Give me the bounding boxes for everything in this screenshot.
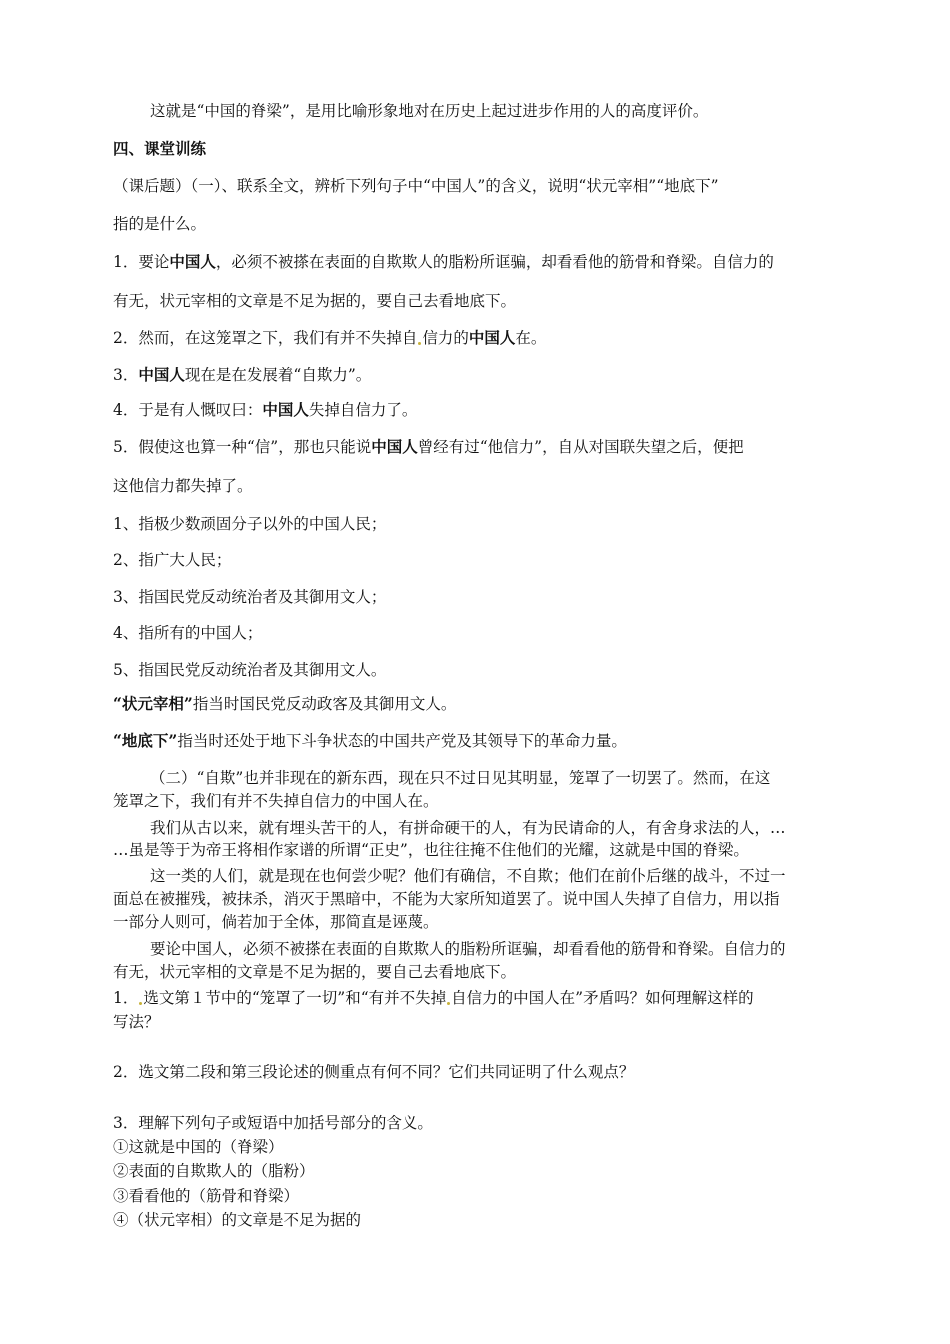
- question-a-continued: 写法？: [113, 1013, 160, 1031]
- sentence-1-keyword: 中国人: [169, 252, 216, 271]
- sentence-3-keyword: 中国人: [138, 365, 185, 384]
- question-a-part-1: 选文第１节中的“笼罩了一切”和“有并不失掉: [143, 989, 447, 1007]
- passage-line-9: 有无，状元宰相的文章是不足为据的，要自己去看地底下。: [113, 963, 517, 981]
- section-title: 四、课堂训练: [113, 139, 207, 158]
- sentence-4-pre: 4．于是有人慨叹曰：: [113, 401, 263, 419]
- passage-line-6: 面总在被摧残，被抹杀，消灭于黑暗中，不能为大家所知道罢了。说中国人失掉了自信力，用以指: [113, 890, 780, 908]
- sentence-1-continued: 有无，状元宰相的文章是不足为据的，要自己去看地底下。: [113, 292, 517, 310]
- question-a: [113, 988, 840, 1008]
- question-b: 2．选文第二段和第三段论述的侧重点有何不同？它们共同证明了什么观点？: [113, 1063, 635, 1081]
- passage-line-3: 我们从古以来，就有埋头苦干的人，有拼命硬干的人，有为民请命的人，有舍身求法的人，…: [150, 819, 786, 837]
- term-didixia-text: 指当时还处于地下斗争状态的中国共产党及其领导下的革命力量。: [177, 732, 627, 750]
- passage-line-5: 这一类的人们，就是现在也何尝少呢？他们有确信，不自欺；他们在前仆后继的战斗，不过一: [150, 867, 786, 885]
- sentence-1-pre: 1．要论: [113, 253, 170, 271]
- sentence-2-keyword: 中国人: [468, 328, 516, 347]
- sentence-3-pre: 3．: [113, 366, 139, 384]
- sentence-2-post: 在。: [515, 329, 547, 347]
- sentence-5-continued: 这他信力都失掉了。: [113, 477, 253, 495]
- sentence-3-post: 现在是在发展着“自欺力”。: [184, 366, 372, 384]
- passage-line-7: 一部分人则可，倘若加于全体，那简直是诬蔑。: [113, 913, 439, 931]
- sentence-5-pre: 5．假使这也算一种“信”，那也只能说: [113, 438, 372, 456]
- annotation-dot: [447, 1002, 450, 1005]
- question-a-part-2: 自信力的中国人在”矛盾吗？如何理解这样的: [451, 989, 754, 1007]
- passage-line-1: （二）“自欺”也并非现在的新东西，现在只不过日见其明显，笼罩了一切罢了。然而，在这: [150, 769, 771, 787]
- sentence-5-post: 曾经有过“他信力”，自从对国联失望之后，便把: [417, 438, 744, 456]
- answer-5: 5、指国民党反动统治者及其御用文人。: [113, 661, 387, 679]
- question-stem-line-1: （课后题）（一）、联系全文，辨析下列句子中“中国人”的含义，说明“状元宰相”“地底下”: [113, 177, 719, 195]
- sentence-2-pre: 2．然而，在这笼罩之下，我们有并不失掉自: [113, 329, 418, 347]
- item-1: ①这就是中国的（脊梁）: [113, 1138, 284, 1156]
- term-didixia: [113, 731, 840, 751]
- intro-text: 这就是“中国的脊梁”，是用比喻形象地对在历史上起过进步作用的人的高度评价。: [150, 102, 709, 120]
- answer-2: 2、指广大人民；: [113, 551, 232, 569]
- passage-line-2: 笼罩之下，我们有并不失掉自信力的中国人在。: [113, 792, 439, 810]
- question-stem-line-2: 指的是什么。: [113, 215, 207, 233]
- item-2: ②表面的自欺欺人的（脂粉）: [113, 1162, 315, 1180]
- item-3: ③看看他的（筋骨和脊梁）: [113, 1187, 300, 1205]
- sentence-2: [113, 328, 840, 348]
- answer-1: 1、指极少数顽固分子以外的中国人民；: [113, 515, 387, 533]
- sentence-4-keyword: 中国人: [262, 400, 309, 419]
- term-zhuangyuan: [113, 694, 840, 714]
- item-4: ④（状元宰相）的文章是不足为据的: [113, 1211, 362, 1229]
- sentence-4: [113, 400, 840, 420]
- sentence-3: [113, 365, 840, 385]
- annotation-dot: [418, 342, 421, 345]
- term-zhuangyuan-text: 指当时国民党反动政客及其御用文人。: [192, 695, 457, 713]
- sentence-1-post: ，必须不被搽在表面的自欺欺人的脂粉所诓骗，却看看他的筋骨和脊梁。自信力的: [215, 253, 774, 271]
- sentence-1: [113, 252, 840, 272]
- sentence-4-post: 失掉自信力了。: [308, 401, 418, 419]
- annotation-dot: [139, 1002, 142, 1005]
- sentence-2-mid: 信力的: [422, 329, 469, 347]
- question-c: 3．理解下列句子或短语中加括号部分的含义。: [113, 1114, 433, 1132]
- passage-line-4: …虽是等于为帝王将相作家谱的所谓“正史”，也往往掩不住他们的光耀，这就是中国的脊梁。: [113, 841, 749, 859]
- sentence-5: [113, 437, 840, 457]
- term-zhuangyuan-label: “状元宰相”: [113, 694, 193, 713]
- passage-line-8: 要论中国人，必须不被搽在表面的自欺欺人的脂粉所诓骗，却看看他的筋骨和脊梁。自信力的: [150, 940, 786, 958]
- sentence-5-keyword: 中国人: [371, 437, 418, 456]
- answer-3: 3、指国民党反动统治者及其御用文人；: [113, 588, 387, 606]
- term-didixia-label: “地底下”: [113, 731, 178, 750]
- question-a-number: 1．: [113, 989, 139, 1007]
- answer-4: 4、指所有的中国人；: [113, 624, 263, 642]
